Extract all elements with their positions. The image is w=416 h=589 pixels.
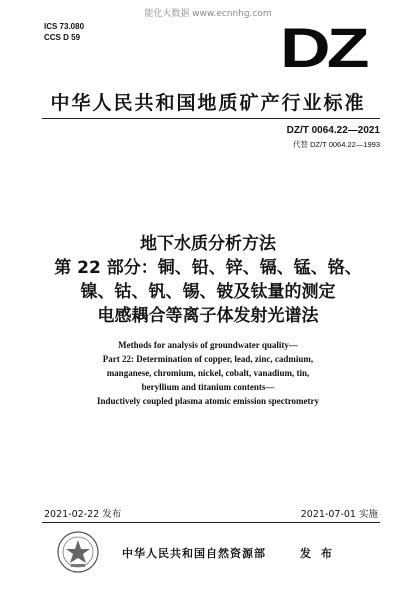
issuer-publish: 发 布 (300, 547, 335, 560)
title-en-line: Methods for analysis of groundwater quality— (118, 340, 298, 350)
ministry-emblem-icon (56, 530, 100, 574)
dz-logo (280, 16, 376, 79)
issuer-name: 中华人民共和国自然资源部 (122, 547, 266, 560)
title-en-line: manganese, chromium, nickel, cobalt, vanadium, tin, (106, 368, 310, 378)
ics-code: ICS 73.080 (44, 22, 85, 31)
watermark: 能化大数据 www.ecnnhg.com (144, 9, 272, 19)
title-zh-line: 第 22 部分：铜、铅、锌、镉、锰、铬、 (54, 258, 362, 278)
standard-type-title: 中华人民共和国地质矿产行业标准 (50, 92, 366, 114)
replaces-standard: 代替 DZ/T 0064.22—1993 (293, 140, 380, 149)
standard-number: DZ/T 0064.22—2021 (286, 125, 380, 136)
title-zh-line: 镍、钴、钒、锡、铍及钛量的测定 (80, 282, 336, 302)
title-zh-line: 地下水质分析方法 (140, 234, 276, 254)
footer-divider (42, 522, 380, 523)
title-en-line: Inductively coupled plasma atomic emission spectrometry (96, 396, 320, 406)
title-en-line: beryllium and titanium contents— (141, 382, 275, 392)
issue-date: 2021-02-22 发布 (44, 509, 122, 520)
header-divider (42, 118, 380, 119)
title-zh-line: 电感耦合等离子体发射光谱法 (97, 306, 319, 326)
title-en-line: Part 22: Determination of copper, lead, zinc, cadmium, (102, 354, 314, 364)
implementation-date: 2021-07-01 实施 (300, 509, 378, 520)
ccs-code: CCS D 59 (44, 33, 81, 42)
dz-logo-text: DZ (280, 16, 366, 79)
